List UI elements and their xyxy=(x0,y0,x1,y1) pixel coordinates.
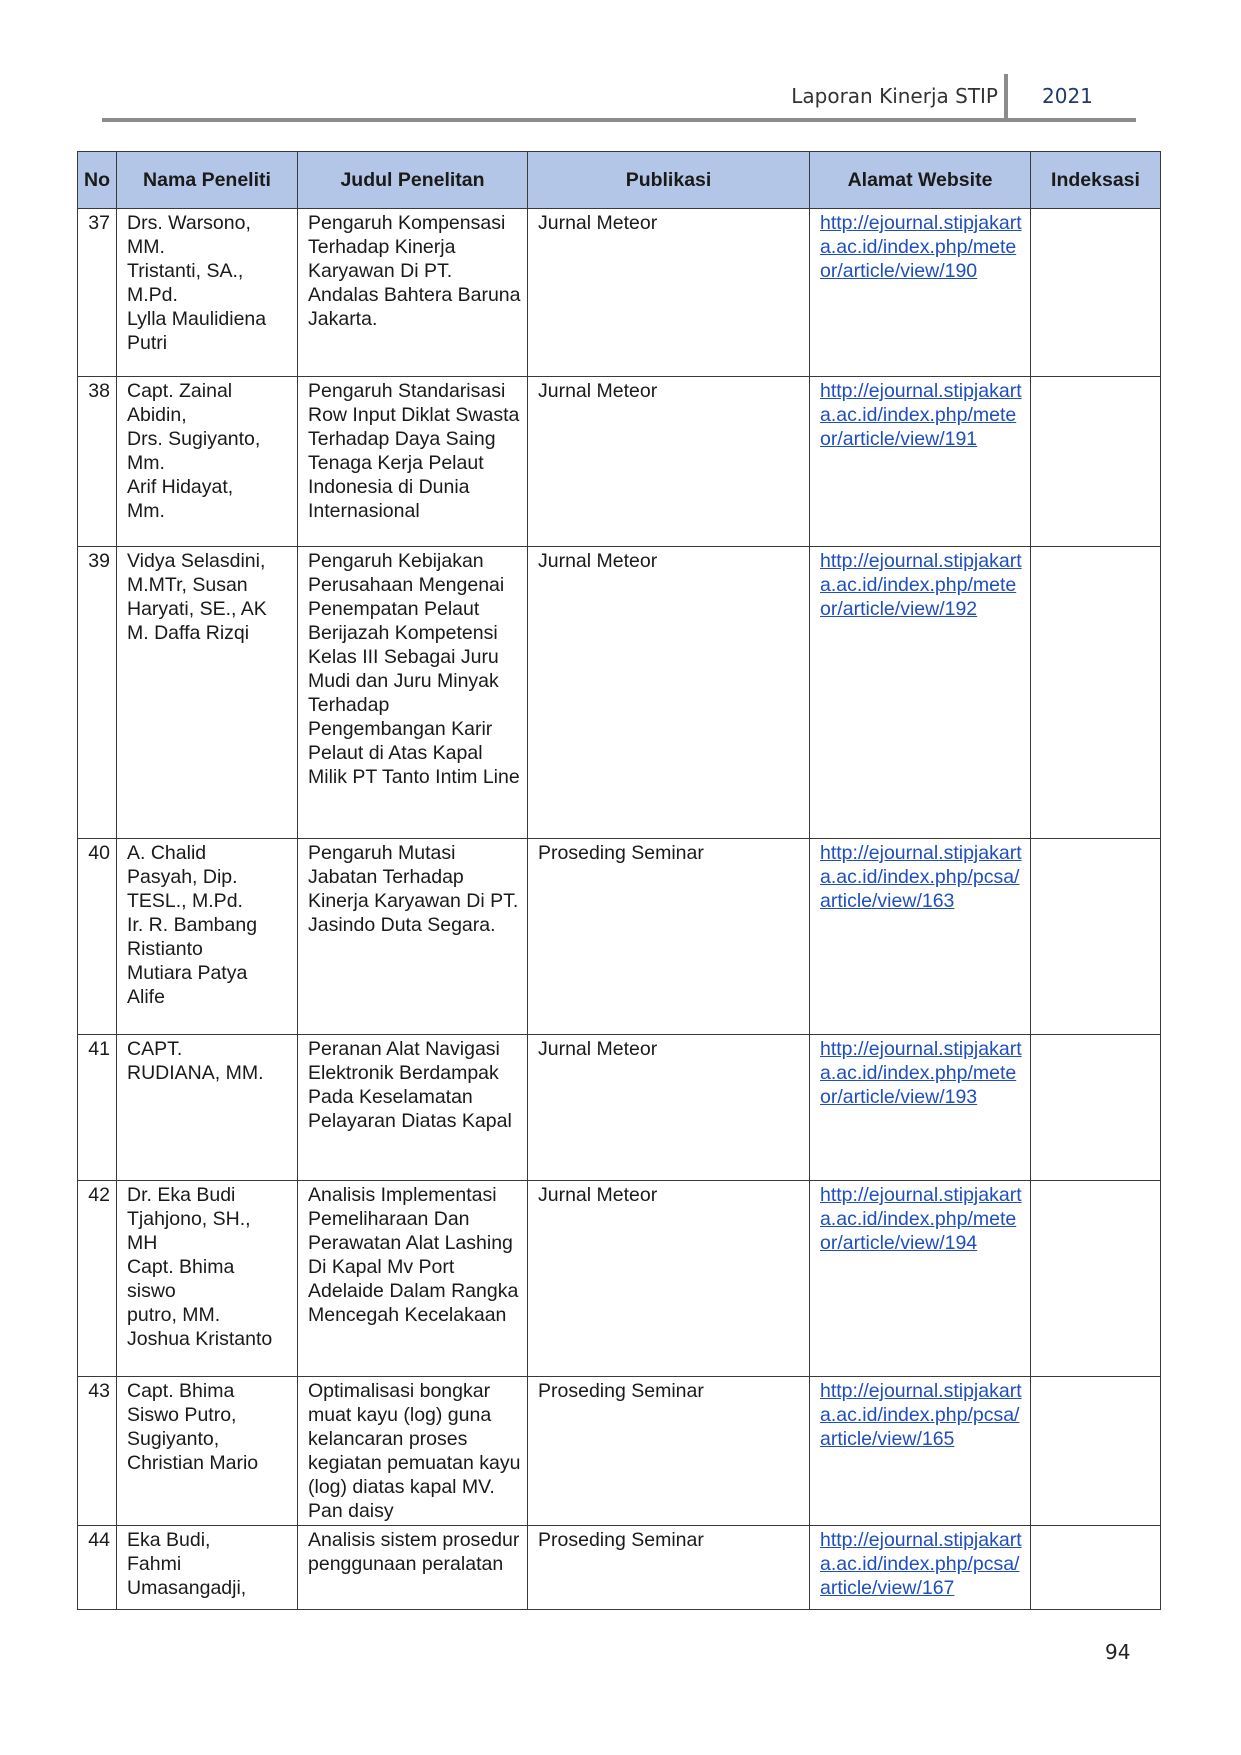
website-cell xyxy=(810,1526,1031,1610)
researcher-name-line: A. Chalid xyxy=(127,842,207,864)
researcher-name-line: Vidya Selasdini, xyxy=(127,550,266,572)
researcher-name-line: Drs. Sugiyanto, xyxy=(127,428,261,450)
header-separator xyxy=(1004,74,1008,118)
table-header-row xyxy=(78,152,1161,209)
researcher-names xyxy=(117,1035,298,1181)
website-link[interactable]: http://ejournal.stipjakarta.ac.id/index.php/meteor/article/view/192 xyxy=(820,550,1022,620)
website-cell xyxy=(810,547,1031,839)
page-number: 94 xyxy=(1105,1640,1131,1664)
indexation xyxy=(1031,547,1161,839)
researcher-name-line: TESL., M.Pd. xyxy=(127,890,243,912)
researcher-name-line: Haryati, SE., AK xyxy=(127,598,267,620)
indexation xyxy=(1031,1181,1161,1377)
report-year: 2021 xyxy=(1042,84,1093,108)
research-title: Pengaruh Mutasi Jabatan Terhadap Kinerja Karyawan Di PT. Jasindo Duta Segara. xyxy=(298,839,528,1035)
researcher-name-line: M.Pd. xyxy=(127,284,178,306)
researcher-name-line: Tjahjono, SH., xyxy=(127,1208,251,1230)
website-link[interactable]: http://ejournal.stipjakarta.ac.id/index.php/meteor/article/view/190 xyxy=(820,212,1022,282)
website-cell xyxy=(810,839,1031,1035)
researcher-name-line: siswo xyxy=(127,1280,176,1302)
research-title: Pengaruh Kompensasi Terhadap Kinerja Karyawan Di PT. Andalas Bahtera Baruna Jakarta. xyxy=(298,209,528,377)
researcher-name-line: Drs. Warsono, xyxy=(127,212,251,234)
website-link[interactable]: http://ejournal.stipjakarta.ac.id/index.php/pcsa/article/view/167 xyxy=(820,1529,1022,1599)
indexation xyxy=(1031,209,1161,377)
publication: Jurnal Meteor xyxy=(528,547,810,839)
researcher-names xyxy=(117,1181,298,1377)
publication: Jurnal Meteor xyxy=(528,1181,810,1377)
row-number: 38 xyxy=(78,377,117,547)
row-number: 40 xyxy=(78,839,117,1035)
researcher-name-line: MM. xyxy=(127,236,165,258)
researcher-name-line: Joshua Kristanto xyxy=(127,1328,273,1350)
column-header-no: No xyxy=(78,152,117,209)
table-row xyxy=(78,839,1161,1035)
publication: Jurnal Meteor xyxy=(528,209,810,377)
research-title: Peranan Alat Navigasi Elektronik Berdampak Pada Keselamatan Pelayaran Diatas Kapal xyxy=(298,1035,528,1181)
researcher-name-line: Abidin, xyxy=(127,404,187,426)
research-title: Pengaruh Kebijakan Perusahaan Mengenai Penempatan Pelaut Berijazah Kompetensi Kelas III Sebagai Juru Mudi dan Juru Minyak Terhadap Pengembangan Karir Pelaut di Atas Kapal Milik PT Tanto Intim Line xyxy=(298,547,528,839)
table-row xyxy=(78,1035,1161,1181)
table-body xyxy=(78,209,1161,1610)
row-number: 44 xyxy=(78,1526,117,1610)
website-cell xyxy=(810,377,1031,547)
column-header-alamat-website: Alamat Website xyxy=(810,152,1031,209)
researcher-name-line: CAPT. xyxy=(127,1038,183,1060)
indexation xyxy=(1031,1526,1161,1610)
researcher-name-line: Mm. xyxy=(127,500,165,522)
indexation xyxy=(1031,377,1161,547)
researcher-name-line: Mutiara Patya xyxy=(127,962,248,984)
researcher-names xyxy=(117,839,298,1035)
researcher-name-line: Christian Mario xyxy=(127,1452,259,1474)
publication: Proseding Seminar xyxy=(528,1526,810,1610)
website-link[interactable]: http://ejournal.stipjakarta.ac.id/index.php/pcsa/article/view/163 xyxy=(820,842,1022,912)
column-header-nama-peneliti: Nama Peneliti xyxy=(117,152,298,209)
report-title: Laporan Kinerja STIP xyxy=(791,84,998,108)
row-number: 41 xyxy=(78,1035,117,1181)
researcher-name-line: Sugiyanto, xyxy=(127,1428,220,1450)
indexation xyxy=(1031,1035,1161,1181)
researcher-names xyxy=(117,1526,298,1610)
table-row xyxy=(78,1526,1161,1610)
column-header-judul-penelitian: Judul Penelitan xyxy=(298,152,528,209)
researcher-name-line: Putri xyxy=(127,332,168,354)
table-row xyxy=(78,1181,1161,1377)
website-link[interactable]: http://ejournal.stipjakarta.ac.id/index.php/pcsa/article/view/165 xyxy=(820,1380,1022,1450)
researcher-names xyxy=(117,547,298,839)
research-title: Optimalisasi bongkar muat kayu (log) guna kelancaran proses kegiatan pemuatan kayu (log) diatas kapal MV. Pan daisy xyxy=(298,1377,528,1526)
page-header xyxy=(102,70,1136,122)
researcher-name-line: Umasangadji, xyxy=(127,1577,247,1599)
researcher-name-line: Capt. Zainal xyxy=(127,380,233,402)
website-link[interactable]: http://ejournal.stipjakarta.ac.id/index.php/meteor/article/view/194 xyxy=(820,1184,1022,1254)
row-number: 37 xyxy=(78,209,117,377)
website-cell xyxy=(810,1181,1031,1377)
researcher-name-line: Capt. Bhima xyxy=(127,1256,235,1278)
indexation xyxy=(1031,1377,1161,1526)
researcher-name-line: Arif Hidayat, xyxy=(127,476,234,498)
researcher-name-line: Capt. Bhima xyxy=(127,1380,235,1402)
researcher-names xyxy=(117,1377,298,1526)
researcher-name-line: Pasyah, Dip. xyxy=(127,866,238,888)
column-header-indeksasi: Indeksasi xyxy=(1031,152,1161,209)
researcher-name-line: M.MTr, Susan xyxy=(127,574,248,596)
table-row xyxy=(78,209,1161,377)
researcher-name-line: Tristanti, SA., xyxy=(127,260,244,282)
table-row xyxy=(78,377,1161,547)
indexation xyxy=(1031,839,1161,1035)
researcher-name-line: Dr. Eka Budi xyxy=(127,1184,236,1206)
row-number: 42 xyxy=(78,1181,117,1377)
researcher-name-line: RUDIANA, MM. xyxy=(127,1062,264,1084)
research-title: Pengaruh Standarisasi Row Input Diklat Swasta Terhadap Daya Saing Tenaga Kerja Pelaut Indonesia di Dunia Internasional xyxy=(298,377,528,547)
table-row xyxy=(78,1377,1161,1526)
researcher-name-line: Alife xyxy=(127,986,165,1008)
research-title: Analisis Implementasi Pemeliharaan Dan Perawatan Alat Lashing Di Kapal Mv Port Adelaide Dalam Rangka Mencegah Kecelakaan xyxy=(298,1181,528,1377)
website-cell xyxy=(810,1377,1031,1526)
column-header-publikasi: Publikasi xyxy=(528,152,810,209)
header-rule xyxy=(102,118,1136,122)
researcher-names xyxy=(117,209,298,377)
researcher-name-line: Fahmi xyxy=(127,1553,182,1575)
row-number: 43 xyxy=(78,1377,117,1526)
researcher-name-line: M. Daffa Rizqi xyxy=(127,622,250,644)
table-row xyxy=(78,547,1161,839)
website-link[interactable]: http://ejournal.stipjakarta.ac.id/index.php/meteor/article/view/193 xyxy=(820,1038,1022,1108)
researcher-name-line: Mm. xyxy=(127,452,165,474)
researcher-name-line: putro, MM. xyxy=(127,1304,221,1326)
researcher-name-line: Ir. R. Bambang xyxy=(127,914,258,936)
publication: Jurnal Meteor xyxy=(528,377,810,547)
researcher-name-line: Ristianto xyxy=(127,938,203,960)
research-table xyxy=(77,151,1161,1610)
website-link[interactable]: http://ejournal.stipjakarta.ac.id/index.php/meteor/article/view/191 xyxy=(820,380,1022,450)
publication: Proseding Seminar xyxy=(528,839,810,1035)
research-title: Analisis sistem prosedur penggunaan peralatan xyxy=(298,1526,528,1610)
researcher-name-line: Eka Budi, xyxy=(127,1529,211,1551)
researcher-name-line: MH xyxy=(127,1232,158,1254)
publication: Proseding Seminar xyxy=(528,1377,810,1526)
publication: Jurnal Meteor xyxy=(528,1035,810,1181)
researcher-names xyxy=(117,377,298,547)
researcher-name-line: Lylla Maulidiena xyxy=(127,308,267,330)
website-cell xyxy=(810,209,1031,377)
researcher-name-line: Siswo Putro, xyxy=(127,1404,237,1426)
row-number: 39 xyxy=(78,547,117,839)
website-cell xyxy=(810,1035,1031,1181)
